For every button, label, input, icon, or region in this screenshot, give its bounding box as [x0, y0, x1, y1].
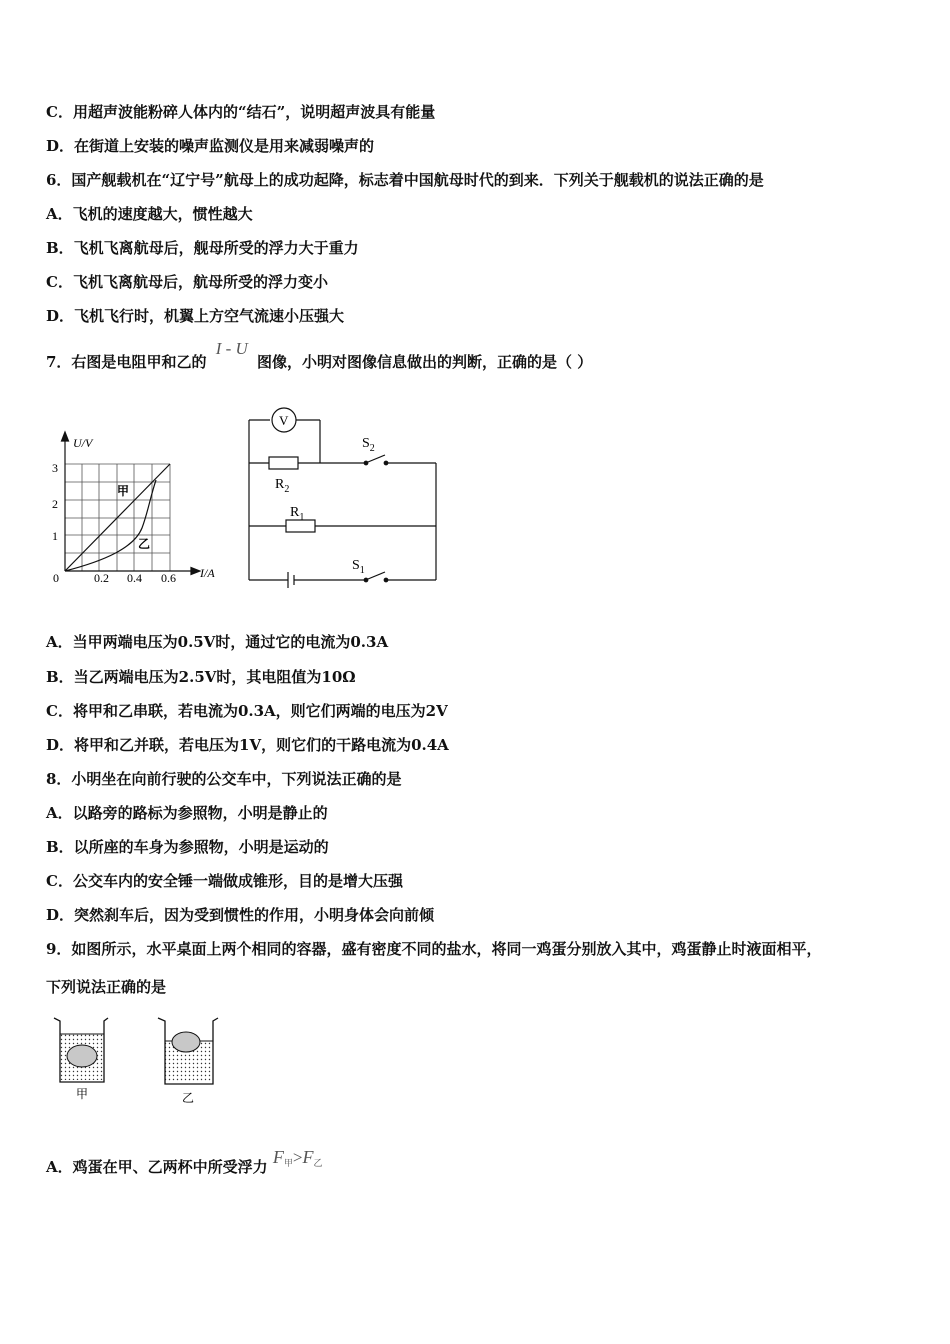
switch-s2-icon: [368, 455, 385, 462]
q9-beakers-figure: [44, 1010, 234, 1110]
q8-stem: 8．小明坐在向前行驶的公交车中，下列说法正确的是: [46, 770, 402, 788]
q7-stem-pre: 7．右图是电阻甲和乙的: [46, 353, 207, 371]
s2-label: $S_2$: [362, 436, 375, 454]
q8-option-c: C．公交车内的安全锤一端做成锥形，目的是增大压强: [46, 872, 403, 890]
beaker-jia-label: 甲: [76, 1087, 89, 1101]
curve-jia: [65, 464, 170, 571]
x-tick-04: 0.4: [127, 571, 142, 585]
q5-option-d: D．在街道上安装的噪声监测仪是用来减弱噪声的: [46, 137, 375, 155]
q9-option-a-formula: $F_甲>F_乙$: [272, 1147, 323, 1168]
q7-option-a: A．当甲两端电压为0.5V时，通过它的电流为0.3A: [46, 633, 389, 651]
s1-label: $S_1$: [352, 558, 365, 576]
q8-option-b: B．以所座的车身为参照物，小明是运动的: [46, 838, 329, 856]
r2-label: $R_2$: [275, 477, 290, 495]
voltmeter-label: V: [279, 413, 289, 428]
q7-ui-graph: [44, 430, 234, 590]
beaker-jia: [54, 1018, 108, 1082]
q7-stem: [46, 339, 593, 372]
q9-option-a-text: A．鸡蛋在甲、乙两杯中所受浮力: [46, 1158, 268, 1176]
x-tick-02: 0.2: [94, 571, 109, 585]
q6-stem: 6．国产舰载机在“辽宁号”航母上的成功起降，标志着中国航母时代的到来．下列关于舰载机的说法正确的是: [46, 171, 764, 189]
curve-jia-label: 甲: [117, 484, 130, 498]
q7-stem-math: I - U: [215, 339, 248, 358]
q7-option-b: B．当乙两端电压为2.5V时，其电阻值为10Ω: [46, 668, 356, 686]
q6-option-b: B．飞机飞离航母后，舰母所受的浮力大于重力: [46, 239, 359, 257]
q6-option-a: A．飞机的速度越大，惯性越大: [46, 205, 253, 223]
q7-option-d: D．将甲和乙并联，若电压为1V，则它们的干路电流为0.4A: [46, 736, 449, 754]
resistor-r2-icon: [269, 457, 298, 469]
q6-option-c: C．飞机飞离航母后，航母所受的浮力变小: [46, 273, 328, 291]
y-axis-label: U/V: [73, 436, 93, 450]
q7-stem-post: 图像，小明对图像信息做出的判断，正确的是（ ）: [257, 353, 593, 371]
y-tick-3: 3: [52, 461, 58, 475]
q8-option-d: D．突然刹车后，因为受到惯性的作用，小明身体会向前倾: [46, 906, 435, 924]
beaker-yi: [158, 1018, 218, 1084]
x-axis-label: I/A: [200, 566, 215, 580]
q7-option-c: C．将甲和乙串联，若电流为0.3A，则它们两端的电压为2V: [46, 702, 448, 720]
y-tick-1: 1: [52, 529, 58, 543]
q5-option-c: C．用超声波能粉碎人体内的“结石”，说明超声波具有能量: [46, 103, 436, 121]
q9-stem-line2: 下列说法正确的是: [46, 978, 167, 996]
y-tick-2: 2: [52, 497, 58, 511]
x-tick-06: 0.6: [161, 571, 176, 585]
origin-label: 0: [53, 571, 59, 585]
r1-label: $R_1$: [290, 505, 305, 523]
beaker-yi-label: 乙: [182, 1091, 195, 1105]
q8-option-a: A．以路旁的路标为参照物，小明是静止的: [46, 804, 328, 822]
egg-yi: [172, 1032, 200, 1052]
q7-circuit: [240, 400, 445, 595]
egg-jia: [67, 1045, 97, 1067]
q6-option-d: D．飞机飞行时，机翼上方空气流速小压强大: [46, 307, 345, 325]
switch-s1-icon: [368, 572, 385, 579]
curve-yi-label: 乙: [138, 537, 151, 551]
q9-stem-line1: 9．如图所示，水平桌面上两个相同的容器，盛有密度不同的盐水，将同一鸡蛋分别放入其中，鸡蛋静止时液面相平，: [46, 940, 822, 958]
q9-option-a: [46, 1147, 323, 1182]
